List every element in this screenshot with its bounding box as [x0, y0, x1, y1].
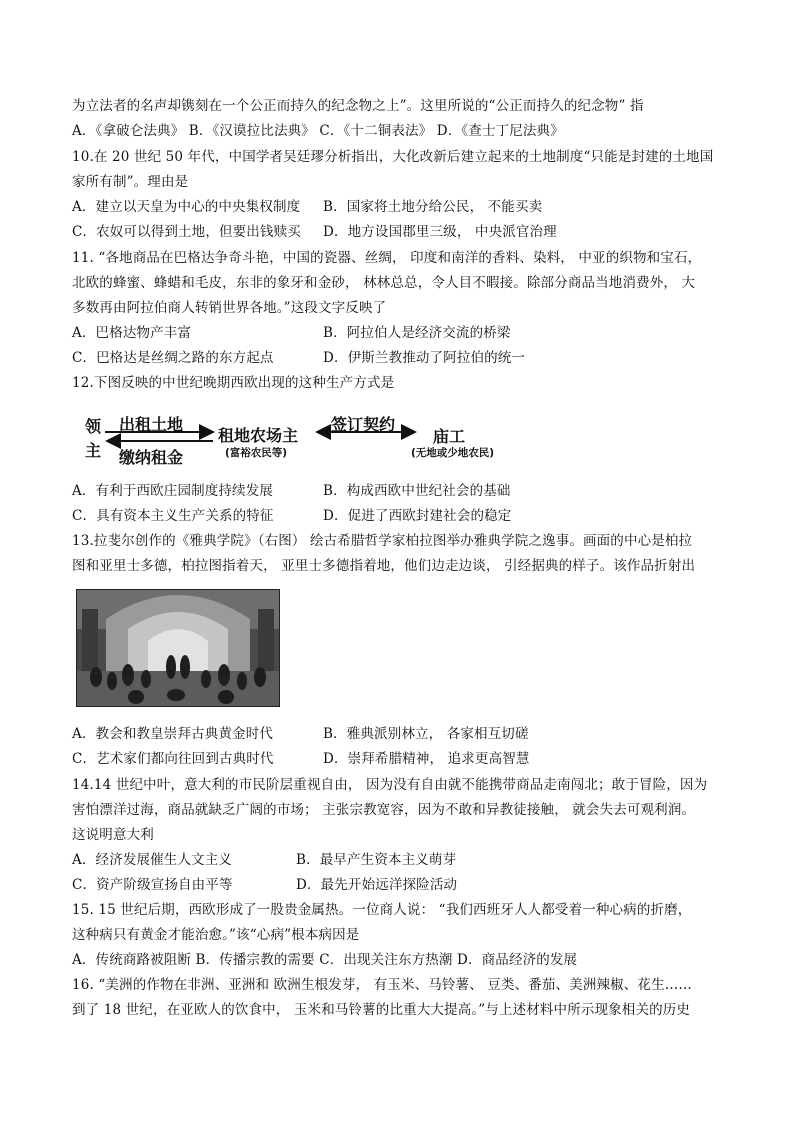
pay-rent-label: 缴纳租金: [119, 448, 184, 467]
q15-options: A．传统商路被阻断 B．传播宗教的需要 C．出现关注东方热潮 D．商品经济的发展: [72, 952, 578, 968]
q13-option-c: C．艺术家们都向往回到古典时代: [72, 751, 274, 767]
q12-option-d: D．促进了西欧封建社会的稳定: [323, 508, 512, 524]
q15-stem-line-1: 15. 15 世纪后期，西欧形成了一股贵金属热。一位商人说： “我们西班牙人人都受着一种心病的折磨，: [72, 902, 692, 918]
production-mode-diagram: [85, 410, 535, 466]
q14-option-a: A．经济发展催生人文主义: [72, 852, 233, 868]
q16-stem-line-1: 16. “美洲的作物在非洲、亚洲和 欧洲生根发芽， 有玉米、马铃薯、 豆类、番茄、美洲辣椒、花生……: [72, 977, 693, 993]
q11-option-a: A．巴格达物产丰富: [72, 325, 192, 341]
school-of-athens-image: [76, 589, 280, 707]
q13-stem-line-2: 图和亚里士多德，柏拉图指着天， 亚里士多德指着地，他们边走边谈， 引经据典的样子。该作品折射出: [72, 558, 696, 574]
lord-label-top: 领: [85, 417, 102, 436]
rent-out-label: 出租土地: [119, 415, 184, 434]
q16-stem-line-2: 到了 18 世纪，在亚欧人的饮食中， 玉米和马铃薯的比重大大提高。”与上述材料中所示现象相关的历史: [72, 1002, 691, 1018]
hired-worker-label: 庙工: [433, 427, 466, 446]
q14-stem-line-3: 这说明意大利: [72, 827, 154, 843]
q10-option-c: C．农奴可以得到土地，但要出钱赎买: [72, 224, 301, 240]
q11-stem-line-3: 多数再由阿拉伯商人转销世界各地。”这段文字反映了: [72, 300, 387, 316]
q10-stem-line-1: 10.在 20 世纪 50 年代，中国学者吴廷璆分析指出，大化改新后建立起来的土地制度“只能是封建的土地国: [72, 149, 714, 165]
q13-option-b: B．雅典派别林立， 各家相互切磋: [323, 726, 529, 742]
q10-stem-line-2: 家所有制”。理由是: [72, 174, 189, 190]
q11-stem-line-2: 北欧的蜂蜜、蜂蜡和毛皮，东非的象牙和金砂， 林林总总，令人目不暇接。除部分商品当地消费外， 大: [72, 275, 696, 291]
q11-option-d: D．伊斯兰教推动了阿拉伯的统一: [323, 350, 526, 366]
q14-stem-line-2: 害怕漂洋过海，商品就缺乏广阔的市场； 主张宗教宽容，因为不敢和异教徒接触， 就会失去可观利润。: [72, 802, 696, 818]
q12-option-c: C．具有资本主义生产关系的特征: [72, 508, 274, 524]
q13-option-d: D．崇拜希腊精神， 追求更高智慧: [323, 751, 530, 767]
q13-option-a: A．教会和教皇崇拜古典黄金时代: [72, 726, 273, 742]
tenant-farmer-note: (富裕农民等): [225, 447, 288, 459]
q12-option-b: B．构成西欧中世纪社会的基础: [323, 483, 511, 499]
q10-option-b: B．国家将土地分给公民， 不能买卖: [323, 199, 543, 215]
q11-stem-line-1: 11. “各地商品在巴格达争奇斗艳，中国的瓷器、丝绸， 印度和南洋的香料、染料， 中亚的织物和宝石，: [72, 250, 702, 266]
contract-label: 签订契约: [331, 415, 396, 434]
lord-label-bottom: 主: [85, 441, 102, 460]
q14-option-b: B．最早产生资本主义萌芽: [296, 852, 457, 868]
q14-option-c: C．资产阶级宣扬自由平等: [72, 877, 233, 893]
q14-stem-line-1: 14.14 世纪中叶，意大利的市民阶层重视自由， 因为没有自由就不能携带商品走南闯北；敢于冒险，因为: [72, 777, 708, 793]
q12-option-a: A．有利于西欧庄园制度持续发展: [72, 483, 273, 499]
q9-stem-line: 为立法者的名声却镌刻在一个公正而持久的纪念物之上”。这里所说的“公正而持久的纪念物” 指: [72, 98, 644, 114]
q13-stem-line-1: 13.拉斐尔创作的《雅典学院》（右图） 绘古希腊哲学家柏拉图举办雅典学院之逸事。画面的中心是柏拉: [72, 533, 693, 549]
q12-stem-line: 12.下图反映的中世纪晚期西欧出现的这种生产方式是: [72, 375, 395, 391]
q10-option-d: D．地方设国郡里三级， 中央派官治理: [323, 224, 557, 240]
q10-option-a: A．建立以天皇为中心的中央集权制度: [72, 199, 301, 215]
q15-stem-line-2: 这种病只有黄金才能治愈。”该“心病”根本病因是: [72, 927, 360, 943]
q14-option-d: D．最先开始远洋探险活动: [296, 877, 458, 893]
q11-option-b: B．阿拉伯人是经济交流的桥梁: [323, 325, 511, 341]
hired-worker-note: (无地或少地农民): [411, 447, 495, 459]
q11-option-c: C．巴格达是丝绸之路的东方起点: [72, 350, 274, 366]
q9-options: A．《拿破仑法典》 B．《汉谟拉比法典》 C．《十二铜表法》 D．《查士丁尼法典》: [72, 123, 564, 139]
tenant-farmer-label: 租地农场主: [218, 426, 299, 445]
